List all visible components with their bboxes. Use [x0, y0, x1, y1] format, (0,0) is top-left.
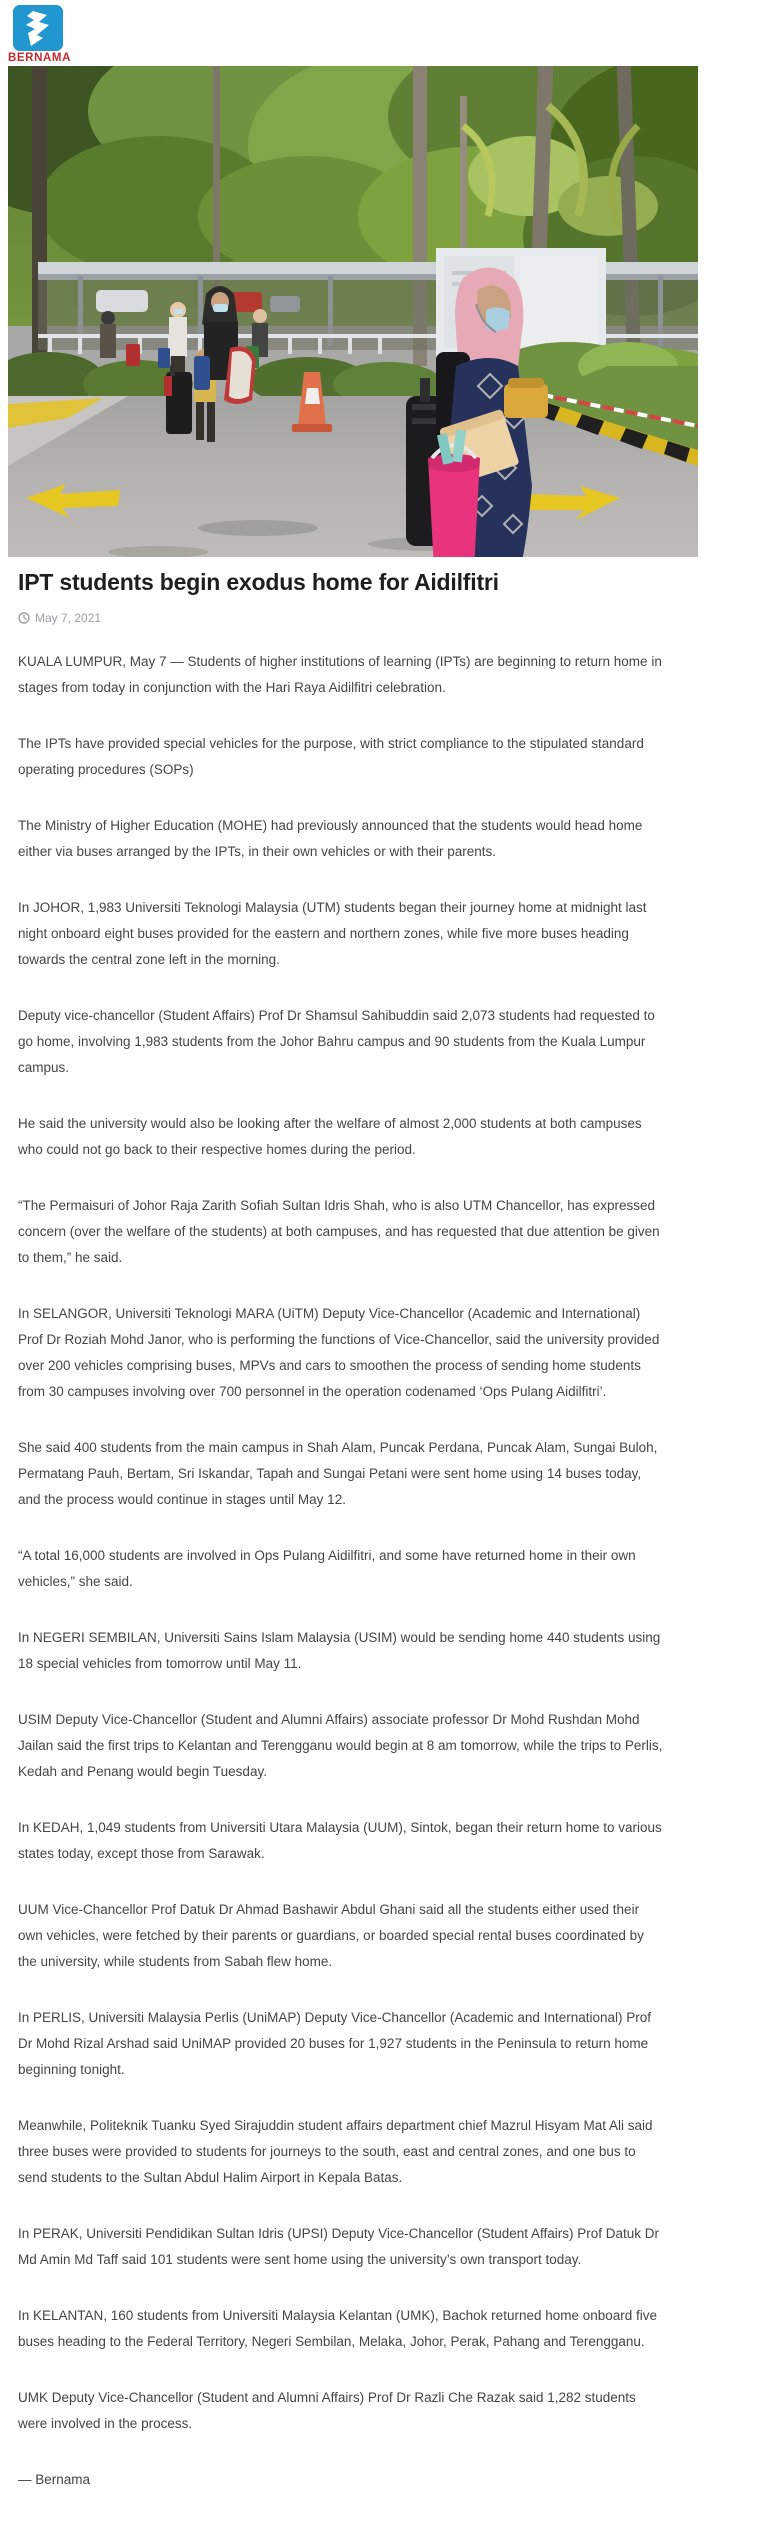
article-paragraph: In KEDAH, 1,049 students from Universiti Utara Malaysia (UUM), Sintok, began their return home to various states today, except those from Sarawak.: [18, 1819, 662, 1861]
article-paragraph: She said 400 students from the main campus in Shah Alam, Puncak Perdana, Puncak Alam, Sungai Buloh, Permatang Pauh, Bertam, Sri Iskandar, Tapah and Sungai Petani were sent home using 14 buses today, and the process would continue in stages until May 12.: [18, 1439, 658, 1507]
photo-walkway: [38, 248, 698, 356]
article-paragraph: In KELANTAN, 160 students from Universiti Malaysia Kelantan (UMK), Bachok returned home onboard five buses heading to the Federal Territory, Negeri Sembilan, Melaka, Johor, Perak, Pahang and Terengganu.: [18, 2307, 658, 2349]
article-paragraph: Meanwhile, Politeknik Tuanku Syed Sirajuddin student affairs department chief Mazrul Hisyam Mat Ali said three buses were provided to students for journeys to the south, east and central zones, and one bus to send students to the Sultan Abdul Halim Airport in Kepala Batas.: [18, 2117, 653, 2185]
article-paragraph: He said the university would also be looking after the welfare of almost 2,000 students at both campuses who could not go back to their respective homes during the period.: [18, 1115, 642, 1157]
article-paragraph: In NEGERI SEMBILAN, Universiti Sains Islam Malaysia (USIM) would be sending home 440 students using 18 special vehicles from tomorrow until May 11.: [18, 1629, 661, 1671]
bernama-logo[interactable]: [8, 5, 71, 64]
article-photo: [8, 66, 698, 557]
article-paragraph: The IPTs have provided special vehicles for the purpose, with strict compliance to the stipulated standard operating procedures (SOPs): [18, 735, 644, 777]
article-paragraph: In JOHOR, 1,983 Universiti Teknologi Malaysia (UTM) students began their journey home at midnight last night onboard eight buses provided for the eastern and northern zones, while five more buses heading towards the central zone left in the morning.: [18, 899, 647, 967]
clock-icon: [18, 612, 30, 624]
article-paragraph: “The Permaisuri of Johor Raja Zarith Sofiah Sultan Idris Shah, who is also UTM Chancellor, has expressed concern (over the welfare of the students) at both campuses, and has requested that due attention be given to them,” he said.: [18, 1197, 660, 1265]
article-paragraph: Deputy vice-chancellor (Student Affairs) Prof Dr Shamsul Sahibuddin said 2,073 students had requested to go home, involving 1,983 students from the Johor Bahru campus and 90 students from the Kuala Lumpur campus.: [18, 1007, 655, 1075]
bernama-b-icon: [13, 5, 63, 51]
article-date: May 7, 2021: [35, 610, 102, 625]
article-paragraph: — Bernama: [18, 2471, 91, 2487]
page-title: IPT students begin exodus home for Aidilfitri: [18, 569, 499, 595]
article-paragraph: In SELANGOR, Universiti Teknologi MARA (UiTM) Deputy Vice-Chancellor (Academic and International) Prof Dr Roziah Mohd Janor, who is performing the functions of Vice-Chancellor, said the university provided over 200 vehicles comprising buses, MPVs and cars to smoothen the process of sending home students from 30 campuses involving over 700 personnel in the operation codenamed ‘Ops Pulang Aidilfitri’.: [18, 1305, 660, 1399]
bernama-wordmark: BERNAMA: [8, 52, 71, 64]
article-paragraph: USIM Deputy Vice-Chancellor (Student and Alumni Affairs) associate professor Dr Mohd Rushdan Mohd Jailan said the first trips to Kelantan and Terengganu would begin at 8 am tomorrow, while the trips to Perlis, Kedah and Penang would begin Tuesday.: [18, 1711, 663, 1779]
article-body: [18, 568, 666, 2523]
article-paragraph: “A total 16,000 students are involved in Ops Pulang Aidilfitri, and some have returned home in their own vehicles,” she said.: [18, 1547, 636, 1589]
article-paragraphs: [18, 649, 666, 2493]
article-paragraph: UUM Vice-Chancellor Prof Datuk Dr Ahmad Bashawir Abdul Ghani said all the students either used their own vehicles, were fetched by their parents or guardians, or boarded special rental buses coordinated by the university, while students from Sabah flew home.: [18, 1901, 644, 1969]
article-paragraph: UMK Deputy Vice-Chancellor (Student and Alumni Affairs) Prof Dr Razli Che Razak said 1,282 students were involved in the process.: [18, 2389, 636, 2431]
article-paragraph: KUALA LUMPUR, May 7 — Students of higher institutions of learning (IPTs) are beginning to return home in stages from today in conjunction with the Hari Raya Aidilfitri celebration.: [18, 653, 662, 695]
article-paragraph: In PERLIS, Universiti Malaysia Perlis (UniMAP) Deputy Vice-Chancellor (Academic and International) Prof Dr Mohd Rizal Arshad said UniMAP provided 20 buses for 1,927 students in the Peninsula to return home beginning tonight.: [18, 2009, 651, 2077]
article-paragraph: In PERAK, Universiti Pendidikan Sultan Idris (UPSI) Deputy Vice-Chancellor (Student Affairs) Prof Datuk Dr Md Amin Md Taff said 101 students were sent home using the university’s own transport today.: [18, 2225, 660, 2267]
article-dateline: [18, 611, 666, 625]
article-paragraph: The Ministry of Higher Education (MOHE) had previously announced that the students would head home either via buses arranged by the IPTs, in their own vehicles or with their parents.: [18, 817, 643, 859]
